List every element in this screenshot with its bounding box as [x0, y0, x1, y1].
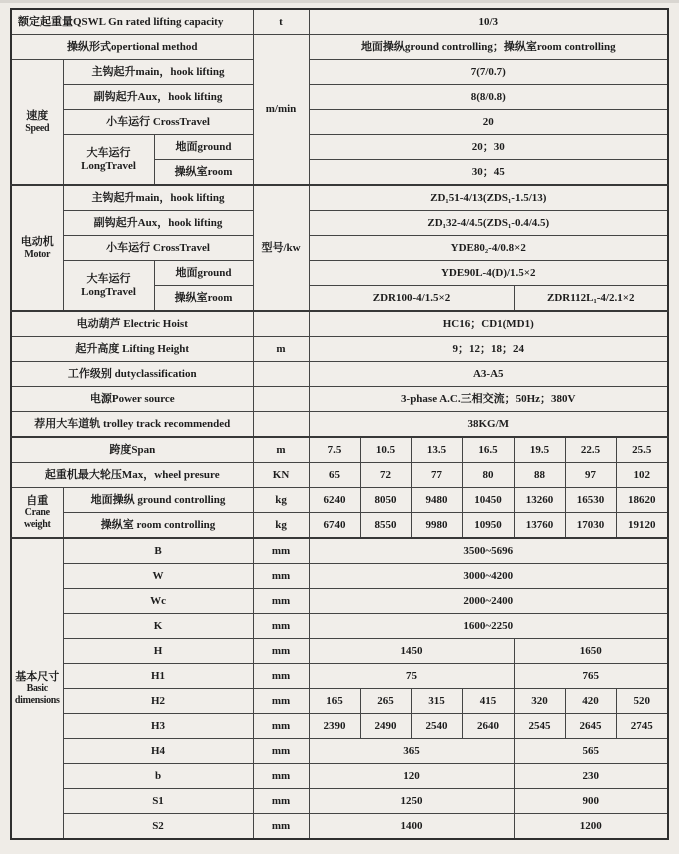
- row-lifting-height: [11, 337, 668, 362]
- cell-dim-b-name: b: [63, 764, 253, 789]
- cell-weight-ground-value: 10450: [462, 488, 514, 513]
- cell-hoist-label: 电动葫芦 Electric Hoist: [11, 311, 253, 337]
- cell-dim-K-name: K: [63, 614, 253, 639]
- cell-dim-H4-name: H4: [63, 739, 253, 764]
- cell-motor-main-value: ZD₁51-4/13(ZDS₁-1.5/13): [309, 185, 668, 211]
- cell-wheel-value: 97: [565, 463, 616, 488]
- cell-dim-B-name: B: [63, 538, 253, 564]
- cell-rated-unit: t: [253, 9, 309, 35]
- cell-dim-S1-right: 900: [514, 789, 668, 814]
- row-dim-H3: [11, 714, 668, 739]
- row-motor-cross: [11, 236, 668, 261]
- cell-motor-room-value-right: ZDR112L₁-4/2.1×2: [514, 286, 668, 312]
- row-speed-main: [11, 60, 668, 85]
- cell-duty-label: 工作级别 dutyclassification: [11, 362, 253, 387]
- cell-wheel-value: 88: [514, 463, 565, 488]
- group-speed-zh: 速度: [26, 110, 49, 123]
- cell-motor-ground-label: 地面ground: [154, 261, 253, 286]
- cell-dim-H2-unit: mm: [253, 689, 309, 714]
- row-dim-S1: [11, 789, 668, 814]
- cell-span-value: 25.5: [616, 437, 668, 463]
- group-weight-zh: 自重: [26, 495, 49, 508]
- cell-dim-H1-left: 75: [309, 664, 514, 689]
- cell-dim-K-unit: mm: [253, 614, 309, 639]
- row-dim-W: [11, 564, 668, 589]
- group-motor: [11, 185, 63, 311]
- cell-dim-H3-value: 2545: [514, 714, 565, 739]
- cell-dim-H3-name: H3: [63, 714, 253, 739]
- cell-hoist-value: HC16；CD1(MD1): [309, 311, 668, 337]
- row-dim-H1: [11, 664, 668, 689]
- cell-dim-H2-value: 320: [514, 689, 565, 714]
- group-dims-en1: Basic: [26, 683, 48, 695]
- cell-dim-H3-value: 2490: [360, 714, 411, 739]
- row-speed-cross: [11, 110, 668, 135]
- row-weight-room: [11, 513, 668, 539]
- cell-motor-room-value-left: ZDR100-4/1.5×2: [309, 286, 514, 312]
- motor-long-en: LongTravel: [81, 285, 136, 298]
- row-weight-ground: [11, 488, 668, 513]
- cell-dim-H-right: 1650: [514, 639, 668, 664]
- cell-height-value: 9；12；18；24: [309, 337, 668, 362]
- cell-dim-H2-value: 165: [309, 689, 360, 714]
- cell-motor-main-label: 主钩起升main，hook lifting: [63, 185, 253, 211]
- cell-dim-S1-unit: mm: [253, 789, 309, 814]
- cell-wheel-value: 77: [411, 463, 462, 488]
- cell-speed-cross-value: 20: [309, 110, 668, 135]
- row-dim-b: [11, 764, 668, 789]
- group-motor-en: Motor: [24, 248, 51, 260]
- cell-dim-H2-value: 315: [411, 689, 462, 714]
- cell-dim-H4-left: 365: [309, 739, 514, 764]
- row-motor-aux: [11, 211, 668, 236]
- cell-speed-main-label: 主钩起升main，hook lifting: [63, 60, 253, 85]
- group-speed-en: Speed: [25, 122, 50, 134]
- cell-dim-H-unit: mm: [253, 639, 309, 664]
- cell-weight-ground-value: 16530: [565, 488, 616, 513]
- cell-rated-value: 10/3: [309, 9, 668, 35]
- cell-weight-room-value: 19120: [616, 513, 668, 539]
- cell-dim-H3-unit: mm: [253, 714, 309, 739]
- cell-dim-H2-name: H2: [63, 689, 253, 714]
- row-motor-main: [11, 185, 668, 211]
- cell-dim-Wc-unit: mm: [253, 589, 309, 614]
- row-dim-S2: [11, 814, 668, 840]
- cell-dim-H4-right: 565: [514, 739, 668, 764]
- group-basic-dimensions: [11, 538, 63, 839]
- cell-track-label: 荐用大车道轨 trolley track recommended: [11, 412, 253, 438]
- cell-speed-cross-label: 小车运行 CrossTravel: [63, 110, 253, 135]
- cell-dim-H3-value: 2745: [616, 714, 668, 739]
- cell-span-value: 19.5: [514, 437, 565, 463]
- cell-span-value: 13.5: [411, 437, 462, 463]
- cell-weight-room-label: 操纵室 room controlling: [63, 513, 253, 539]
- group-weight-en2: weight: [23, 518, 51, 530]
- cell-motor-ground-value: YDE90L-4(D)/1.5×2: [309, 261, 668, 286]
- cell-motor-aux-label: 副钩起升Aux，hook lifting: [63, 211, 253, 236]
- row-speed-aux: [11, 85, 668, 110]
- cell-height-unit: m: [253, 337, 309, 362]
- speed-long-zh: 大车运行: [86, 147, 131, 160]
- cell-wheel-value: 102: [616, 463, 668, 488]
- row-motor-long-ground: [11, 261, 668, 286]
- cell-power-unit: [253, 387, 309, 412]
- cell-span-value: 16.5: [462, 437, 514, 463]
- cell-dim-H2-value: 415: [462, 689, 514, 714]
- group-motor-zh: 电动机: [20, 236, 54, 249]
- cell-span-value: 22.5: [565, 437, 616, 463]
- cell-motor-aux-value: ZD₁32-4/4.5(ZDS₁-0.4/4.5): [309, 211, 668, 236]
- cell-dim-W-name: W: [63, 564, 253, 589]
- cell-dim-b-unit: mm: [253, 764, 309, 789]
- cell-dim-S2-name: S2: [63, 814, 253, 840]
- cell-weight-ground-value: 6240: [309, 488, 360, 513]
- cell-speed-main-value: 7(7/0.7): [309, 60, 668, 85]
- cell-dim-H3-value: 2640: [462, 714, 514, 739]
- cell-dim-S1-left: 1250: [309, 789, 514, 814]
- row-dim-Wc: [11, 589, 668, 614]
- cell-dim-H2-value: 520: [616, 689, 668, 714]
- group-crane-weight: [11, 488, 63, 539]
- cell-dim-K-value: 1600~2250: [309, 614, 668, 639]
- cell-dim-H1-unit: mm: [253, 664, 309, 689]
- row-dim-H: [11, 639, 668, 664]
- cell-method-value: 地面操纵ground controlling；操纵室room controlling: [309, 35, 668, 60]
- cell-weight-room-value: 8550: [360, 513, 411, 539]
- cell-track-unit: [253, 412, 309, 438]
- cell-power-label: 电源Power source: [11, 387, 253, 412]
- cell-dim-H4-unit: mm: [253, 739, 309, 764]
- cell-rated-label: 额定起重量QSWL Gn rated lifting capacity: [11, 9, 253, 35]
- cell-dim-S2-unit: mm: [253, 814, 309, 840]
- cell-dim-B-value: 3500~5696: [309, 538, 668, 564]
- row-speed-long-ground: [11, 135, 668, 160]
- cell-weight-room-value: 9980: [411, 513, 462, 539]
- cell-speed-ground-label: 地面ground: [154, 135, 253, 160]
- cell-wheel-label: 起重机最大轮压Max，wheel presure: [11, 463, 253, 488]
- cell-weight-ground-value: 8050: [360, 488, 411, 513]
- cell-speed-long-label: [63, 135, 154, 186]
- cell-motor-cross-value: YDE80₂-4/0.8×2: [309, 236, 668, 261]
- row-wheel-pressure: [11, 463, 668, 488]
- cell-dim-H1-name: H1: [63, 664, 253, 689]
- cell-span-value: 10.5: [360, 437, 411, 463]
- cell-dim-Wc-name: Wc: [63, 589, 253, 614]
- cell-dim-H1-right: 765: [514, 664, 668, 689]
- group-weight-en1: Crane: [24, 507, 50, 519]
- cell-dim-H3-value: 2540: [411, 714, 462, 739]
- row-span: [11, 437, 668, 463]
- cell-weight-room-value: 10950: [462, 513, 514, 539]
- cell-speed-aux-label: 副钩起升Aux，hook lifting: [63, 85, 253, 110]
- cell-dim-b-left: 120: [309, 764, 514, 789]
- cell-dim-W-unit: mm: [253, 564, 309, 589]
- cell-dim-H-left: 1450: [309, 639, 514, 664]
- row-power-source: [11, 387, 668, 412]
- cell-speed-room-label: 操纵室room: [154, 160, 253, 186]
- crane-spec-table: [10, 8, 669, 840]
- cell-weight-room-value: 17030: [565, 513, 616, 539]
- cell-dim-H2-value: 265: [360, 689, 411, 714]
- row-trolley-track: [11, 412, 668, 438]
- cell-dim-H2-value: 420: [565, 689, 616, 714]
- row-hoist: [11, 311, 668, 337]
- cell-wheel-value: 65: [309, 463, 360, 488]
- row-dim-K: [11, 614, 668, 639]
- cell-weight-ground-unit: kg: [253, 488, 309, 513]
- cell-motor-long-label: [63, 261, 154, 312]
- cell-wheel-value: 80: [462, 463, 514, 488]
- cell-weight-room-unit: kg: [253, 513, 309, 539]
- group-dims-en2: dimensions: [14, 694, 60, 706]
- cell-motor-unit: 型号/kw: [253, 185, 309, 311]
- group-speed: [11, 60, 63, 186]
- cell-power-value: 3-phase A.C.三相交流；50Hz；380V: [309, 387, 668, 412]
- scan-artifact-strip: [0, 0, 679, 3]
- row-operational-method: [11, 35, 668, 60]
- speed-long-en: LongTravel: [81, 159, 136, 172]
- cell-weight-ground-value: 18620: [616, 488, 668, 513]
- cell-dim-B-unit: mm: [253, 538, 309, 564]
- cell-span-value: 7.5: [309, 437, 360, 463]
- cell-wheel-value: 72: [360, 463, 411, 488]
- cell-weight-ground-label: 地面操纵 ground controlling: [63, 488, 253, 513]
- cell-speed-unit: m/min: [253, 35, 309, 186]
- cell-hoist-unit: [253, 311, 309, 337]
- cell-dim-W-value: 3000~4200: [309, 564, 668, 589]
- cell-weight-room-value: 6740: [309, 513, 360, 539]
- cell-span-unit: m: [253, 437, 309, 463]
- row-duty-class: [11, 362, 668, 387]
- cell-speed-aux-value: 8(8/0.8): [309, 85, 668, 110]
- cell-weight-room-value: 13760: [514, 513, 565, 539]
- group-dims-zh: 基本尺寸: [15, 671, 60, 684]
- cell-track-value: 38KG/M: [309, 412, 668, 438]
- row-dim-H4: [11, 739, 668, 764]
- cell-speed-room-value: 30；45: [309, 160, 668, 186]
- cell-motor-room-label: 操纵室room: [154, 286, 253, 312]
- motor-long-zh: 大车运行: [86, 273, 131, 286]
- cell-height-label: 起升高度 Lifting Height: [11, 337, 253, 362]
- cell-dim-H3-value: 2390: [309, 714, 360, 739]
- cell-dim-H-name: H: [63, 639, 253, 664]
- cell-speed-ground-value: 20；30: [309, 135, 668, 160]
- cell-dim-Wc-value: 2000~2400: [309, 589, 668, 614]
- cell-duty-value: A3-A5: [309, 362, 668, 387]
- cell-span-label: 跨度Span: [11, 437, 253, 463]
- cell-dim-H3-value: 2645: [565, 714, 616, 739]
- cell-duty-unit: [253, 362, 309, 387]
- cell-dim-S2-right: 1200: [514, 814, 668, 840]
- cell-dim-S2-left: 1400: [309, 814, 514, 840]
- cell-method-label: 操纵形式opertional method: [11, 35, 253, 60]
- cell-motor-cross-label: 小车运行 CrossTravel: [63, 236, 253, 261]
- cell-weight-ground-value: 13260: [514, 488, 565, 513]
- row-dim-B: [11, 538, 668, 564]
- cell-wheel-unit: KN: [253, 463, 309, 488]
- cell-weight-ground-value: 9480: [411, 488, 462, 513]
- cell-dim-S1-name: S1: [63, 789, 253, 814]
- row-dim-H2: [11, 689, 668, 714]
- row-rated-capacity: [11, 9, 668, 35]
- cell-dim-b-right: 230: [514, 764, 668, 789]
